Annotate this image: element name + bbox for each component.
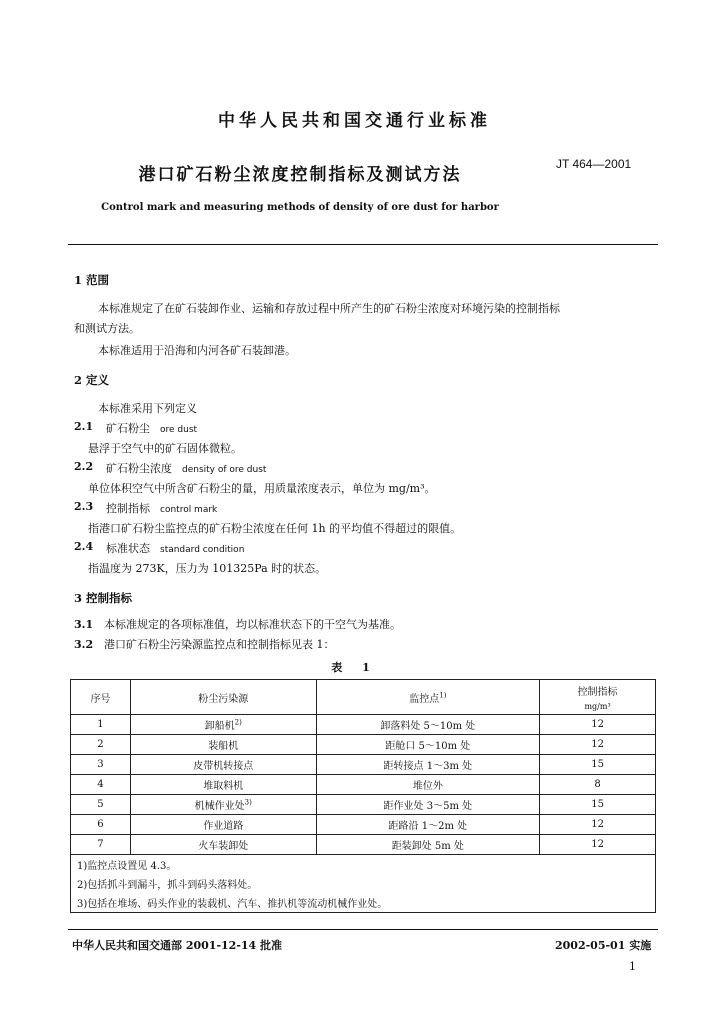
cell-source: [130, 715, 316, 735]
def-term-cn: 控制指标: [106, 502, 150, 515]
table-row: [71, 715, 656, 735]
cell-source: [130, 775, 316, 795]
cell-source: [130, 735, 316, 755]
def-term: [106, 460, 266, 476]
cell-limit: 12: [540, 715, 656, 735]
table-header-row: [71, 680, 656, 715]
section-2-heading: 2 定义: [74, 373, 110, 387]
cell-source: [130, 795, 316, 815]
source-text: 卸船机: [204, 721, 235, 732]
cell-limit: 12: [540, 835, 656, 855]
def-term-en: standard condition: [160, 545, 245, 555]
def-term-en: ore dust: [160, 425, 198, 435]
cell-no: 2: [71, 735, 131, 755]
section-1-para-1-cont: 和测试方法。: [74, 322, 140, 335]
cell-limit: 12: [540, 735, 656, 755]
table-row: [71, 775, 656, 795]
standard-number: JT 464—2001: [556, 157, 632, 171]
source-text: 机械作业处: [194, 801, 245, 812]
header-rule: [68, 244, 658, 245]
clause-number: 3.2: [74, 638, 94, 651]
source-text: 皮带机转接点: [193, 761, 254, 772]
cell-source: [130, 755, 316, 775]
table-note-row: [71, 893, 656, 913]
table-note: 1)监控点设置见 4.3。: [71, 855, 656, 875]
approval-info: 中华人民共和国交通部 2001-12-14 批准: [72, 939, 283, 952]
def-description: 指港口矿石粉尘监控点的矿石粉尘浓度在任何 1h 的平均值不得超过的限值。: [88, 522, 462, 535]
cell-no: 4: [71, 775, 131, 795]
table-row: [71, 795, 656, 815]
footnote-ref: 3): [244, 798, 252, 807]
table-note: 3)包括在堆场、码头作业的装载机、汽车、推扒机等流动机械作业处。: [71, 893, 656, 913]
page-number: 1: [629, 960, 636, 973]
cell-limit: 15: [540, 795, 656, 815]
cell-no: 7: [71, 835, 131, 855]
def-description: 单位体积空气中所含矿石粉尘的量，用质量浓度表示，单位为 mg/m³。: [88, 482, 436, 495]
table-row: [71, 815, 656, 835]
cell-point: 距转接点 1～3m 处: [316, 755, 540, 775]
clause-text: 港口矿石粉尘污染源监控点和控制指标见表 1：: [104, 638, 335, 651]
cell-no: 5: [71, 795, 131, 815]
clause-text: 本标准规定的各项标准值，均以标准状态下的干空气为基准。: [104, 618, 401, 631]
footnote-ref: 1): [439, 691, 447, 700]
header-limit: [540, 680, 656, 715]
cell-point: 距舱口 5～10m 处: [316, 735, 540, 755]
table-row: [71, 735, 656, 755]
table-caption: 表 1: [331, 661, 378, 674]
def-term-cn: 标准状态: [106, 542, 150, 555]
table-note-row: [71, 855, 656, 875]
cell-no: 6: [71, 815, 131, 835]
table-row: [71, 835, 656, 855]
control-index-table: [70, 679, 656, 913]
footer-rule: [68, 929, 658, 930]
table-note: 2)包括抓斗到漏斗，抓斗到码头落料处。: [71, 874, 656, 893]
def-term-cn: 矿石粉尘: [106, 422, 150, 435]
table-row: [71, 755, 656, 775]
header-no: 序号: [71, 680, 131, 715]
def-term: [106, 540, 244, 556]
header-limit-unit: mg/m³: [584, 702, 611, 711]
def-term: [106, 420, 197, 436]
header-point: [316, 680, 540, 715]
def-number: 2.1: [74, 420, 94, 433]
def-description: 指温度为 273K，压力为 101325Pa 时的状态。: [88, 562, 327, 575]
cell-point: 卸落料处 5～10m 处: [316, 715, 540, 735]
clause-number: 3.1: [74, 618, 94, 631]
footnote-ref: 2): [234, 718, 242, 727]
cell-point: 距路沿 1～2m 处: [316, 815, 540, 835]
cell-source: [130, 815, 316, 835]
cell-point: 距装卸处 5m 处: [316, 835, 540, 855]
cell-limit: 8: [540, 775, 656, 795]
def-description: 悬浮于空气中的矿石固体微粒。: [88, 442, 242, 455]
header-limit-label: 控制指标: [577, 687, 618, 698]
def-number: 2.4: [74, 540, 94, 553]
implementation-date: 2002-05-01 实施: [555, 939, 652, 952]
source-text: 堆取料机: [203, 781, 244, 792]
section-2-intro: 本标准采用下列定义: [98, 402, 197, 415]
cell-point: 堆位外: [316, 775, 540, 795]
def-term-cn: 矿石粉尘浓度: [106, 462, 172, 475]
cell-source: [130, 835, 316, 855]
section-1-heading: 1 范围: [74, 273, 110, 287]
header-point-label: 监控点: [409, 693, 440, 705]
def-number: 2.2: [74, 460, 94, 473]
source-text: 火车装卸处: [198, 841, 249, 852]
source-text: 装船机: [208, 741, 239, 752]
cell-no: 3: [71, 755, 131, 775]
cell-limit: 12: [540, 815, 656, 835]
section-1-para-1: 本标准规定了在矿石装卸作业、运输和存放过程中所产生的矿石粉尘浓度对环境污染的控制指标: [98, 302, 560, 315]
def-term-en: density of ore dust: [182, 465, 267, 475]
cell-no: 1: [71, 715, 131, 735]
document-title-english: Control mark and measuring methods of density of ore dust for harbor: [101, 202, 499, 213]
document-title: 港口矿石粉尘浓度控制指标及测试方法: [138, 165, 462, 185]
source-text: 作业道路: [203, 821, 244, 832]
section-3-heading: 3 控制指标: [74, 591, 133, 605]
header-source: 粉尘污染源: [130, 680, 316, 715]
def-term: [106, 500, 217, 516]
def-term-en: control mark: [160, 505, 218, 515]
cell-limit: 15: [540, 755, 656, 775]
issuing-organization: 中华人民共和国交通行业标准: [218, 111, 491, 131]
def-number: 2.3: [74, 500, 94, 513]
table-note-row: [71, 874, 656, 893]
section-1-para-2: 本标准适用于沿海和内河各矿石装卸港。: [98, 344, 296, 357]
cell-point: 距作业处 3～5m 处: [316, 795, 540, 815]
